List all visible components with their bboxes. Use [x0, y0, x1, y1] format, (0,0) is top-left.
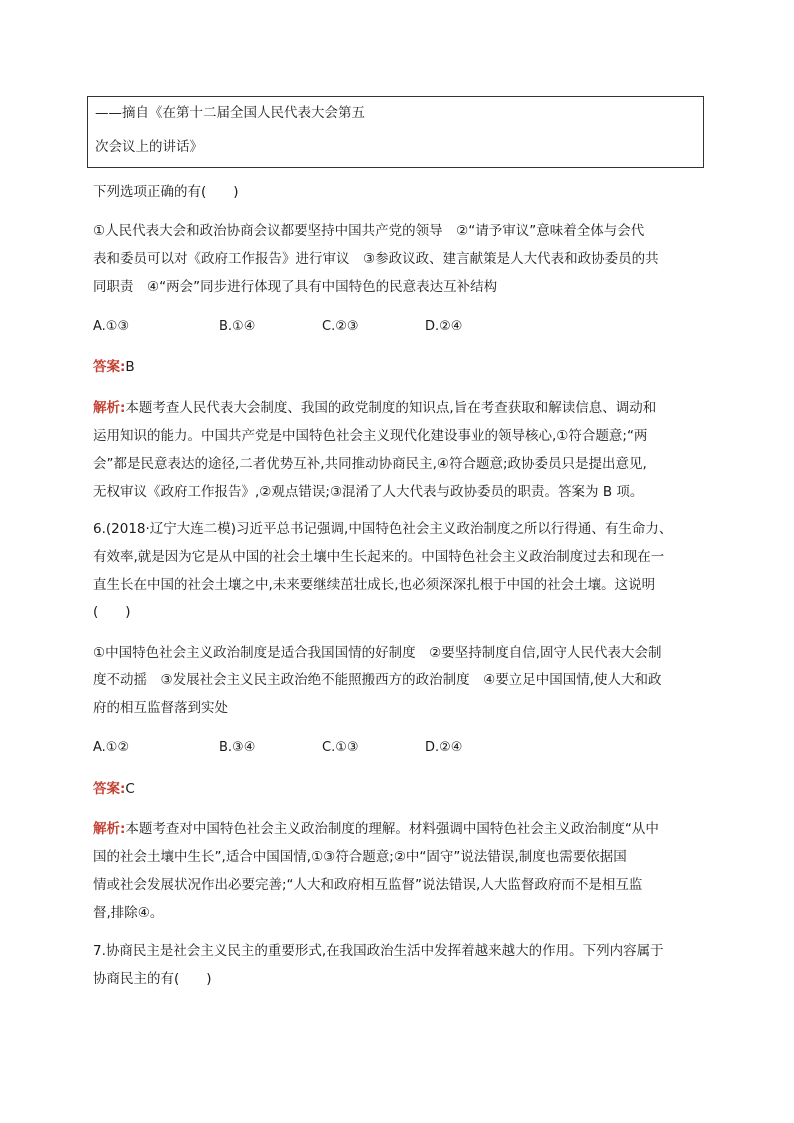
q5-statement-line: 同职责 ④“两会”同步进行体现了具有中国特色的民意表达互补结构 — [93, 279, 498, 295]
q5-option-c: C.②③ — [322, 319, 359, 334]
quote-source-line-1: ——摘自《在第十二届全国人民代表大会第五 — [95, 105, 365, 121]
q6-explanation-line — [93, 820, 659, 838]
q6-statement-line: 度不动摇 ③发展社会主义民主政治绝不能照搬西方的政治制度 ④要立足中国国情,使人大和政 — [93, 672, 662, 688]
q5-explanation-line — [93, 399, 656, 417]
q6-explanation-line: 国的社会土壤中生长”,适合中国国情,①③符合题意;②中“固守”说法错误,制度也需要依据国 — [93, 849, 627, 865]
q5-explanation-line: 运用知识的能力。中国共产党是中国特色社会主义现代化建设事业的领导核心,①符合题意;“两 — [93, 428, 648, 444]
q5-statement-line: 表和委员可以对《政府工作报告》进行审议 ③参政议政、建言献策是人大代表和政协委员的共 — [93, 251, 659, 267]
q5-answer — [93, 358, 135, 376]
q6-stem-line: ( ) — [93, 604, 131, 620]
q6-option-c: C.①③ — [322, 740, 359, 755]
q6-option-d: D.②④ — [425, 740, 463, 755]
q5-option-a: A.①③ — [93, 319, 130, 334]
explanation-text: 本题考查对中国特色社会主义政治制度的理解。材料强调中国特色社会主义政治制度“从中 — [125, 821, 659, 837]
q5-statement-line: ①人民代表大会和政治协商会议都要坚持中国共产党的领导 ②“请予审议”意味着全体与会代 — [93, 223, 645, 239]
q5-explanation-line: 会”都是民意表达的途径,二者优势互补,共同推动协商民主,④符合题意;政协委员只是提出意见, — [93, 456, 647, 472]
answer-value: C — [125, 781, 135, 797]
q6-explanation-line: 情或社会发展状况作出必要完善;“人大和政府相互监督”说法错误,人大监督政府而不是相互监 — [93, 877, 643, 893]
explanation-label: 解析: — [93, 821, 126, 837]
q7-stem-line: 协商民主的有( ) — [93, 971, 212, 987]
answer-value: B — [125, 359, 135, 375]
q6-explanation-line: 督,排除④。 — [93, 905, 164, 921]
quote-box — [87, 96, 704, 168]
q6-statement-line: 府的相互监督落到实处 — [93, 700, 228, 716]
explanation-text: 本题考查人民代表大会制度、我国的政党制度的知识点,旨在考查获取和解读信息、调动和 — [125, 400, 657, 416]
q6-answer — [93, 780, 135, 798]
explanation-label: 解析: — [93, 400, 126, 416]
q5-option-b: B.①④ — [219, 319, 256, 334]
q6-option-a: A.①② — [93, 740, 130, 755]
q6-stem-line: 6.(2018·辽宁大连二模)习近平总书记强调,中国特色社会主义政治制度之所以行得通、有生命力、 — [93, 521, 673, 537]
q6-stem-line: 有效率,就是因为它是从中国的社会土壤中生长起来的。中国特色社会主义政治制度过去和现在一 — [93, 549, 665, 565]
quote-source-line-2: 次会议上的讲话》 — [95, 139, 203, 155]
answer-label: 答案: — [93, 359, 126, 375]
q7-stem-line: 7.协商民主是社会主义民主的重要形式,在我国政治生活中发挥着越来越大的作用。下列内容属于 — [93, 943, 664, 959]
answer-label: 答案: — [93, 781, 126, 797]
q5-explanation-line: 无权审议《政府工作报告》,②观点错误;③混淆了人大代表与政协委员的职责。答案为 B 项。 — [93, 484, 644, 500]
q5-stem: 下列选项正确的有( ) — [93, 184, 239, 200]
q6-statement-line: ①中国特色社会主义政治制度是适合我国国情的好制度 ②要坚持制度自信,固守人民代表大会制 — [93, 645, 662, 661]
q5-option-d: D.②④ — [425, 319, 463, 334]
q6-option-b: B.③④ — [219, 740, 256, 755]
q6-stem-line: 直生长在中国的社会土壤之中,未来要继续茁壮成长,也必须深深扎根于中国的社会土壤。这说明 — [93, 577, 656, 593]
